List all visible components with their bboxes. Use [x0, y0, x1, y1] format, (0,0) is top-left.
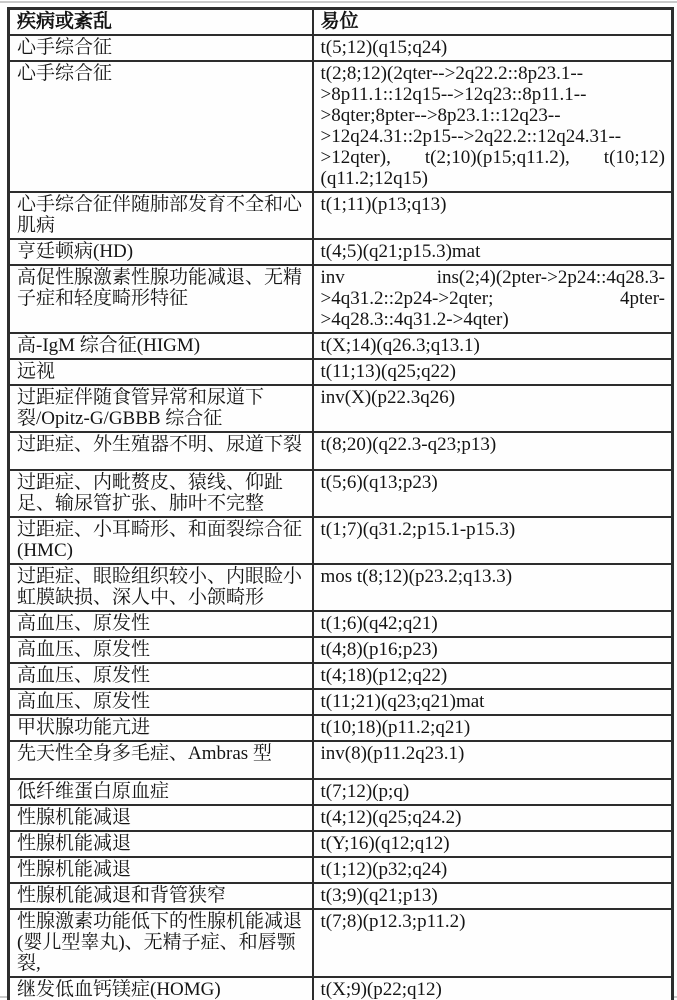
disease-cell: 先天性全身多毛症、Ambras 型	[9, 741, 313, 779]
table-row	[9, 385, 673, 432]
translocation-cell: t(8;20)(q22.3-q23;p13)	[313, 432, 673, 470]
translocation-cell: inv(8)(p11.2q23.1)	[313, 741, 673, 779]
disease-cell: 性腺机能减退和背管狭窄	[9, 883, 313, 909]
translocation-cell: t(1;11)(p13;q13)	[313, 192, 673, 239]
disease-cell: 性腺激素功能低下的性腺机能减退(婴儿型睾丸)、无精子症、和唇颚裂,	[9, 909, 313, 977]
translocation-cell: t(4;8)(p16;p23)	[313, 637, 673, 663]
disease-cell: 高促性腺激素性腺功能减退、无精子症和轻度畸形特征	[9, 265, 313, 333]
translocation-cell: inv(X)(p22.3q26)	[313, 385, 673, 432]
translocation-cell: t(Y;16)(q12;q12)	[313, 831, 673, 857]
table-row	[9, 883, 673, 909]
disease-cell: 高血压、原发性	[9, 611, 313, 637]
disease-cell: 性腺机能减退	[9, 805, 313, 831]
table-row	[9, 333, 673, 359]
translocation-cell: mos t(8;12)(p23.2;q13.3)	[313, 564, 673, 611]
disease-cell: 过距症、内毗赘皮、猿线、仰趾足、输尿管扩张、肺叶不完整	[9, 470, 313, 517]
disease-cell: 过距症、小耳畸形、和面裂综合征(HMC)	[9, 517, 313, 564]
table-row	[9, 564, 673, 611]
disease-cell: 高血压、原发性	[9, 663, 313, 689]
disease-cell: 高血压、原发性	[9, 637, 313, 663]
translocation-cell: t(10;18)(p11.2;q21)	[313, 715, 673, 741]
translocation-cell: t(4;5)(q21;p15.3)mat	[313, 239, 673, 265]
translocation-cell: t(1;7)(q31.2;p15.1-p15.3)	[313, 517, 673, 564]
translocation-cell: t(5;6)(q13;p23)	[313, 470, 673, 517]
table-row	[9, 265, 673, 333]
translocation-cell: inv ins(2;4)(2pter->2p24::4q28.3->4q31.2::2p24->2qter; 4pter->4q28.3::4q31.2->4qter)	[313, 265, 673, 333]
translocation-cell: t(11;21)(q23;q21)mat	[313, 689, 673, 715]
disease-cell: 心手综合征	[9, 61, 313, 192]
table-row	[9, 192, 673, 239]
disease-cell: 继发低血钙镁症(HOMG)	[9, 977, 313, 1000]
translocation-cell: t(11;13)(q25;q22)	[313, 359, 673, 385]
table-row	[9, 637, 673, 663]
table-row	[9, 831, 673, 857]
table-row	[9, 359, 673, 385]
table-row	[9, 689, 673, 715]
disease-cell: 高血压、原发性	[9, 689, 313, 715]
translocation-cell: t(1;12)(p32;q24)	[313, 857, 673, 883]
table-row	[9, 470, 673, 517]
table-row	[9, 715, 673, 741]
table-row	[9, 35, 673, 61]
disease-cell: 心手综合征	[9, 35, 313, 61]
disease-cell: 心手综合征伴随肺部发育不全和心肌病	[9, 192, 313, 239]
table-row	[9, 517, 673, 564]
disease-cell: 性腺机能减退	[9, 831, 313, 857]
translocation-cell: t(X;9)(p22;q12)	[313, 977, 673, 1000]
disease-cell: 过距症、眼睑组织较小、内眼睑小虹膜缺损、深人中、小颌畸形	[9, 564, 313, 611]
disease-cell: 亨廷顿病(HD)	[9, 239, 313, 265]
column-header-translocation: 易位	[313, 9, 673, 36]
translocation-cell: t(X;14)(q26.3;q13.1)	[313, 333, 673, 359]
disease-cell: 过距症、外生殖器不明、尿道下裂	[9, 432, 313, 470]
disease-cell: 高-IgM 综合征(HIGM)	[9, 333, 313, 359]
table-row	[9, 663, 673, 689]
scan-edge-artifact-top	[0, 1, 677, 3]
disease-cell: 性腺机能减退	[9, 857, 313, 883]
translocation-cell: t(4;18)(p12;q22)	[313, 663, 673, 689]
translocation-cell: t(7;12)(p;q)	[313, 779, 673, 805]
table-row	[9, 432, 673, 470]
disease-translocation-table	[7, 7, 674, 1000]
table-row	[9, 239, 673, 265]
table-row	[9, 741, 673, 779]
translocation-cell: t(5;12)(q15;q24)	[313, 35, 673, 61]
disease-cell: 远视	[9, 359, 313, 385]
table-row	[9, 857, 673, 883]
table-row	[9, 909, 673, 977]
column-header-disease: 疾病或紊乱	[9, 9, 313, 36]
table-row	[9, 61, 673, 192]
disease-cell: 甲状腺功能亢进	[9, 715, 313, 741]
disease-cell: 低纤维蛋白原血症	[9, 779, 313, 805]
translocation-cell: t(7;8)(p12.3;p11.2)	[313, 909, 673, 977]
translocation-cell: t(1;6)(q42;q21)	[313, 611, 673, 637]
table-row	[9, 977, 673, 1000]
table-header-row	[9, 9, 673, 36]
translocation-cell: t(4;12)(q25;q24.2)	[313, 805, 673, 831]
translocation-cell: t(3;9)(q21;p13)	[313, 883, 673, 909]
disease-cell: 过距症伴随食管异常和尿道下裂/Opitz-G/GBBB 综合征	[9, 385, 313, 432]
table-row	[9, 805, 673, 831]
table-row	[9, 779, 673, 805]
translocation-cell: t(2;8;12)(2qter-->2q22.2::8p23.1-->8p11.1::12q15-->12q23::8p11.1-->8qter;8pter-->8p23.1::12q23-->12q24.31::2p15-->2q22.2::12q24.31-->12qter), t(2;10)(p15;q11.2), t(10;12)(q11.2;12q15)	[313, 61, 673, 192]
table-row	[9, 611, 673, 637]
